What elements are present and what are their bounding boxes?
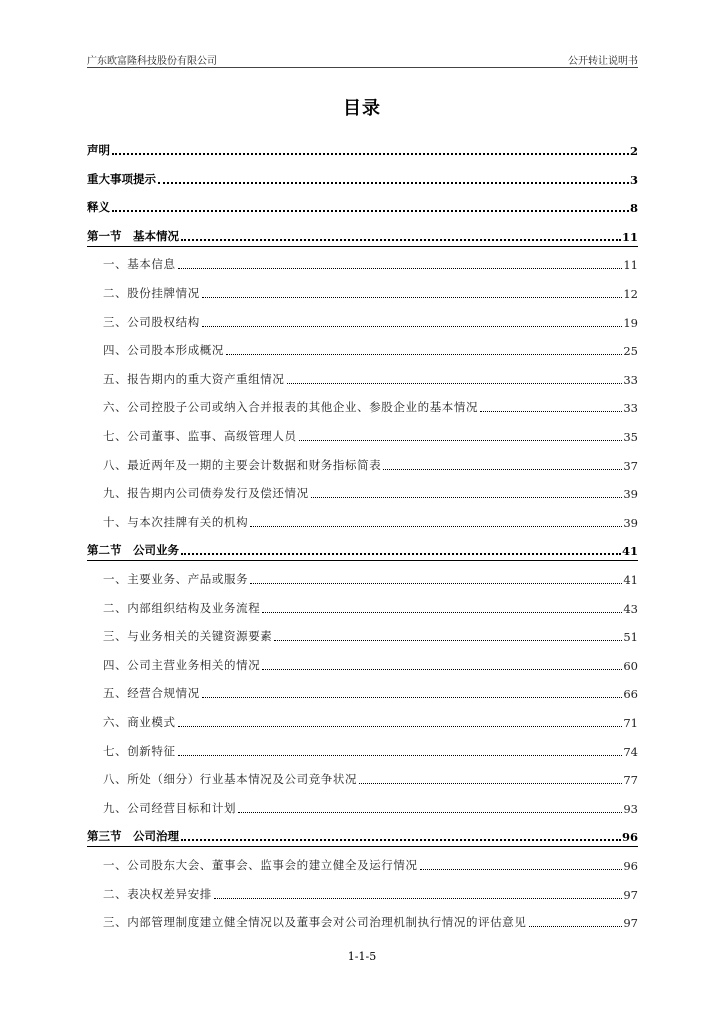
- toc-entry-label: 六、公司控股子公司或纳入合并报表的其他企业、参股企业的基本情况: [103, 400, 479, 415]
- toc-entry-label: 一、主要业务、产品或服务: [103, 572, 249, 586]
- toc-dot-leader: [262, 612, 622, 613]
- toc-entry-page: 71: [623, 716, 638, 730]
- toc-entry-page: 97: [623, 887, 638, 902]
- toc-entry-label: 一、公司股东大会、董事会、监事会的建立健全及运行情况: [103, 858, 418, 872]
- toc-dot-leader: [250, 583, 622, 584]
- page-title: 目录: [343, 98, 381, 119]
- toc-entry[interactable]: [87, 884, 638, 902]
- toc-entry[interactable]: [87, 626, 638, 644]
- toc-entry-label: 一、基本信息: [103, 257, 176, 272]
- toc-entry-label: 六、商业模式: [103, 715, 176, 729]
- toc-entry[interactable]: [87, 712, 638, 730]
- toc-section-entry[interactable]: [87, 226, 638, 244]
- toc-dot-leader: [529, 926, 623, 927]
- toc-entry[interactable]: [87, 683, 638, 701]
- toc-entry-label: 重大事项提示: [87, 171, 156, 186]
- toc-entry-label: 三、与业务相关的关键资源要素: [103, 629, 273, 644]
- toc-entry-page: 66: [623, 687, 638, 702]
- toc-entry[interactable]: [87, 855, 638, 873]
- toc-entry-page: 51: [623, 630, 638, 645]
- toc-dot-leader: [178, 726, 623, 727]
- toc-entry-page: 96: [621, 830, 638, 845]
- toc-entry[interactable]: [87, 769, 638, 787]
- toc-dot-leader: [181, 239, 621, 241]
- toc-dot-leader: [181, 553, 621, 555]
- toc-entry-page: 41: [623, 573, 638, 587]
- toc-major-entry[interactable]: [87, 169, 638, 187]
- toc-dot-leader: [383, 469, 622, 470]
- toc-entry[interactable]: [87, 569, 638, 587]
- toc-dot-leader: [420, 869, 623, 870]
- section-underline: [87, 846, 638, 847]
- toc-dot-leader: [274, 640, 622, 641]
- toc-entry-page: 8: [629, 201, 638, 216]
- toc-dot-leader: [311, 497, 623, 498]
- toc-entry-page: 39: [623, 487, 638, 502]
- section-underline: [87, 560, 638, 561]
- toc-entry-page: 93: [623, 801, 638, 816]
- toc-entry[interactable]: [87, 483, 638, 501]
- toc-entry-page: 25: [623, 344, 638, 359]
- toc-entry-label: 释义: [87, 200, 110, 215]
- toc-entry-page: 96: [623, 859, 638, 873]
- toc-dot-leader: [299, 440, 623, 441]
- toc-entry-page: 39: [623, 515, 638, 530]
- toc-entry-label: 第三节 公司治理: [87, 829, 179, 844]
- page-header: [87, 52, 638, 66]
- toc-entry-page: 35: [623, 430, 638, 444]
- toc-entry-label: 三、公司股权结构: [103, 314, 200, 329]
- toc-dot-leader: [214, 898, 622, 899]
- toc-entry[interactable]: [87, 426, 638, 444]
- toc-entry-label: 第二节 公司业务: [87, 543, 179, 558]
- toc-dot-leader: [226, 354, 622, 355]
- toc-entry[interactable]: [87, 340, 638, 358]
- header-company-name: 广东欧富隆科技股份有限公司: [87, 56, 217, 67]
- toc-entry[interactable]: [87, 397, 638, 415]
- toc-entry-label: 二、内部组织结构及业务流程: [103, 600, 261, 615]
- toc-dot-leader: [112, 153, 629, 155]
- toc-major-entry[interactable]: [87, 197, 638, 215]
- header-document-type: 公开转让说明书: [568, 56, 638, 67]
- toc-entry-page: 2: [629, 144, 638, 158]
- toc-entry-label: 四、公司股本形成概况: [103, 343, 224, 358]
- toc-entry-label: 四、公司主营业务相关的情况: [103, 657, 261, 672]
- toc-entry[interactable]: [87, 312, 638, 330]
- toc-major-entry[interactable]: [87, 140, 638, 158]
- toc-entry-page: 74: [623, 744, 638, 759]
- toc-entry-page: 33: [623, 401, 638, 416]
- toc-entry[interactable]: [87, 512, 638, 530]
- toc-entry-label: 五、经营合规情况: [103, 686, 200, 701]
- toc-entry-label: 十、与本次挂牌有关的机构: [103, 514, 249, 529]
- toc-dot-leader: [202, 697, 623, 698]
- toc-dot-leader: [202, 297, 623, 298]
- toc-entry-page: 3: [629, 172, 638, 187]
- toc-dot-leader: [158, 182, 629, 184]
- toc-entry[interactable]: [87, 369, 638, 387]
- header-divider: [87, 67, 638, 68]
- toc-section-entry[interactable]: [87, 540, 638, 558]
- toc-entry-label: 二、表决权差异安排: [103, 886, 212, 901]
- toc-entry-label: 声明: [87, 143, 110, 157]
- toc-entry-page: 41: [621, 544, 638, 559]
- toc-dot-leader: [287, 383, 623, 384]
- toc-dot-leader: [178, 755, 623, 756]
- toc-entry-page: 33: [623, 372, 638, 387]
- toc-dot-leader: [480, 411, 622, 412]
- toc-dot-leader: [178, 268, 623, 269]
- toc-entry-label: 五、报告期内的重大资产重组情况: [103, 371, 285, 386]
- toc-dot-leader: [112, 210, 629, 212]
- toc-section-entry[interactable]: [87, 826, 638, 844]
- toc-entry-label: 二、股份挂牌情况: [103, 286, 200, 300]
- toc-entry-label: 八、最近两年及一期的主要会计数据和财务指标简表: [103, 457, 382, 472]
- toc-entry[interactable]: [87, 798, 638, 816]
- toc-entry[interactable]: [87, 598, 638, 616]
- toc-dot-leader: [202, 326, 623, 327]
- toc-entry-label: 七、创新特征: [103, 743, 176, 758]
- toc-entry-label: 第一节 基本情况: [87, 228, 179, 243]
- toc-entry[interactable]: [87, 283, 638, 301]
- section-underline: [87, 246, 638, 247]
- toc-entry-label: 九、报告期内公司债券发行及偿还情况: [103, 486, 309, 501]
- toc-entry-label: 七、公司董事、监事、高级管理人员: [103, 429, 297, 443]
- toc-entry[interactable]: [87, 455, 638, 473]
- toc-entry-label: 九、公司经营目标和计划: [103, 800, 237, 815]
- toc-entry[interactable]: [87, 254, 638, 272]
- toc-entry-label: 三、内部管理制度建立健全情况以及董事会对公司治理机制执行情况的评估意见: [103, 915, 527, 930]
- toc-dot-leader: [181, 839, 621, 841]
- toc-entry-page: 77: [623, 773, 638, 788]
- toc-entry[interactable]: [87, 912, 638, 930]
- toc-entry-page: 60: [623, 658, 638, 673]
- toc-entry-page: 43: [623, 601, 638, 616]
- toc-entry-page: 11: [621, 229, 638, 244]
- toc-dot-leader: [262, 669, 622, 670]
- toc-entry-page: 12: [623, 287, 638, 301]
- toc-entry-page: 19: [623, 315, 638, 330]
- toc-dot-leader: [250, 526, 622, 527]
- toc-entry[interactable]: [87, 741, 638, 759]
- toc-entry[interactable]: [87, 655, 638, 673]
- toc-entry-page: 97: [623, 916, 638, 931]
- toc-dot-leader: [359, 783, 622, 784]
- toc-dot-leader: [238, 812, 622, 813]
- toc-entry-page: 37: [623, 458, 638, 473]
- toc-entry-label: 八、所处（细分）行业基本情况及公司竞争状况: [103, 772, 358, 787]
- toc-entry-page: 11: [623, 258, 638, 273]
- page-number: 1-1-5: [347, 950, 377, 963]
